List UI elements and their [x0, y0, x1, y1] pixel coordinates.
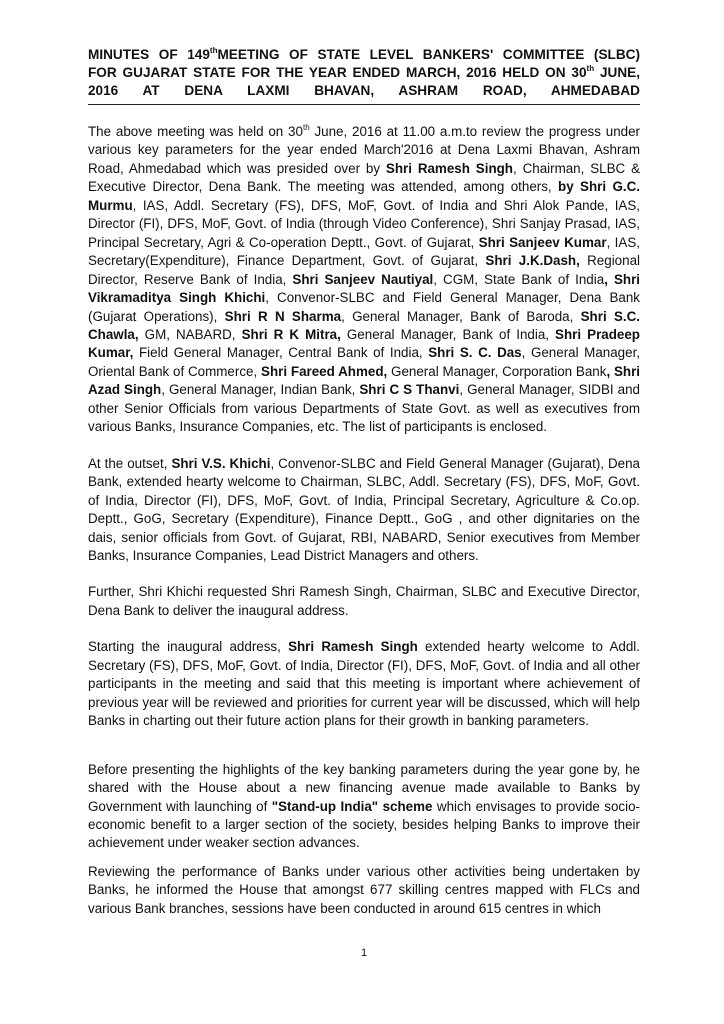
bold-text: , Shri Vikramaditya Singh Khichi	[88, 271, 640, 306]
text-run: , Convenor-SLBC and Field General Manager, Dena Bank (Gujarat Operations),	[88, 290, 641, 324]
text-run: Regional Director, Reserve Bank of India,	[88, 253, 640, 287]
text-run: Field General Manager, Central Bank of India,	[133, 345, 429, 361]
text-run: Starting the inaugural address,	[88, 639, 289, 655]
paragraph-stand-up-india	[88, 761, 640, 853]
text-run: , General Manager, Indian Bank,	[161, 382, 360, 398]
text-run: Further, Shri Khichi requested Shri Ramesh Singh, Chairman, SLBC and Executive Director, Dena Bank to deliver the inaugural address.	[88, 584, 640, 618]
text-run: , General Manager, Bank of Baroda,	[341, 308, 581, 324]
text-run: , IAS, Addl. Secretary (FS), DFS, MoF, Govt. of India and Shri Alok Pande, IAS, Director (FI), DFS, MoF, Govt. of India (through Video Conference), Shri Sanjay Prasad, IAS, Principal Secretary, Agri & Co-operation Deptt., Govt. of Gujarat,	[88, 197, 640, 250]
text-run: GM, NABARD,	[138, 326, 242, 342]
text-run: MINUTES OF 149	[88, 47, 210, 62]
text-run: 2016 AT DENA LAXMI BHAVAN, ASHRAM ROAD, AHMEDABAD	[88, 83, 640, 98]
paragraph-attendance	[88, 123, 640, 437]
bold-text: "Stand-up India" scheme	[271, 798, 433, 814]
bold-text: Shri S. C. Das	[428, 345, 522, 361]
bold-text: Shri R N Sharma	[224, 308, 342, 324]
bold-text: Shri Sanjeev Kumar	[478, 234, 607, 250]
paragraph-welcome	[88, 455, 640, 566]
bold-text: Shri Fareed Ahmed,	[261, 363, 388, 379]
bold-text: Shri Sanjeev Nautiyal	[292, 271, 434, 287]
superscript-text: th	[302, 123, 310, 132]
text-run: extended hearty welcome to Addl. Secretary (FS), DFS, MoF, Govt. of India, Director (FI), DFS, MoF, Govt. of India and all other participants in the meeting and said that this meeting is important where achievement of previous year will be reviewed and priorities for current year will be discussed, which will help Banks in charting out their future action plans for their growth in banking parameters.	[88, 639, 640, 729]
bold-text: Shri C S Thanvi	[359, 382, 460, 398]
text-run: , Chairman, SLBC & Executive Director, Dena Bank. The meeting was attended, among others,	[88, 160, 640, 195]
text-run: MEETING OF STATE LEVEL BANKERS' COMMITTEE (SLBC)	[217, 47, 640, 62]
text-run: JUNE,	[594, 65, 640, 80]
paragraph-request	[88, 583, 640, 620]
title-line	[88, 64, 640, 82]
bold-text: Shri S.C. Chawla,	[88, 308, 641, 342]
paragraph-skilling-centres	[88, 863, 640, 918]
text-run: General Manager, Corporation Bank	[387, 363, 607, 379]
text-run: FOR GUJARAT STATE FOR THE YEAR ENDED MARCH, 2016 HELD ON 30	[88, 65, 587, 80]
document-title	[88, 46, 640, 105]
text-run: General Manager, Bank of India,	[340, 326, 556, 342]
text-run: , General Manager, SIDBI and other Senior Officials from various Departments of State Govt. as well as executives from various Banks, Insurance Companies, etc. The list of participants is enclosed.	[88, 382, 640, 435]
title-line	[88, 46, 640, 64]
title-line	[88, 82, 640, 100]
page-number: 1	[360, 947, 368, 960]
paragraph-inaugural-address	[88, 638, 640, 730]
bold-text: Shri Pradeep Kumar,	[88, 326, 640, 361]
text-run: , Convenor-SLBC and Field General Manager (Gujarat), Dena Bank, extended hearty welcome to Chairman, SLBC, Addl. Secretary (FS), DFS, MoF, Govt. of India, Director (FI), DFS, MoF, Govt. of India, Principal Secretary, Agriculture & Co.op. Deptt., GoG, Secretary (Expenditure), Finance Deptt., GoG , and other dignitaries on the dais, senior officials from Govt. of Gujarat, RBI, NABARD, Senior executives from Member Banks, Insurance Companies, Lead District Managers and others.	[88, 455, 640, 563]
bold-text: Shri Ramesh Singh	[288, 639, 418, 655]
text-run: which envisages to provide socio-economic benefit to a larger section of the society, besides helping Banks to improve their achievement under weaker section advances.	[88, 798, 640, 851]
bold-text: , Shri Azad Singh	[88, 363, 641, 398]
superscript-text: th	[209, 46, 218, 55]
text-run: , CGM, State Bank of India	[433, 271, 605, 287]
bold-text: Shri Ramesh Singh	[385, 160, 513, 176]
text-run: At the outset,	[88, 455, 172, 471]
text-run: , General Manager, Oriental Bank of Commerce,	[88, 345, 641, 379]
text-run: , IAS, Secretary(Expenditure), Finance Department, Govt. of Gujarat,	[88, 234, 640, 269]
text-run: June, 2016 at 11.00 a.m.to review the progress under various key parameters for the year ended March'2016 at Dena Laxmi Bhavan, Ashram Road, Ahmedabad which was presided over by	[88, 124, 640, 176]
bold-text: Shri J.K.Dash,	[485, 253, 580, 269]
text-run: The above meeting was held on 30	[88, 124, 303, 139]
text-run: Before presenting the highlights of the key banking parameters during the year gone by, he shared with the House about a new financing avenue made available to Banks by Government with launching of	[88, 761, 640, 814]
bold-text: Shri R K Mitra,	[241, 326, 341, 342]
bold-text: by Shri G.C. Murmu	[88, 179, 640, 213]
bold-text: Shri V.S. Khichi	[171, 455, 271, 471]
superscript-text: th	[586, 64, 595, 73]
text-run: Reviewing the performance of Banks under various other activities being undertaken by Banks, he informed the House that amongst 677 skilling centres mapped with FLCs and various Bank branches, sessions have been conducted in around 615 centres in which	[88, 863, 640, 916]
